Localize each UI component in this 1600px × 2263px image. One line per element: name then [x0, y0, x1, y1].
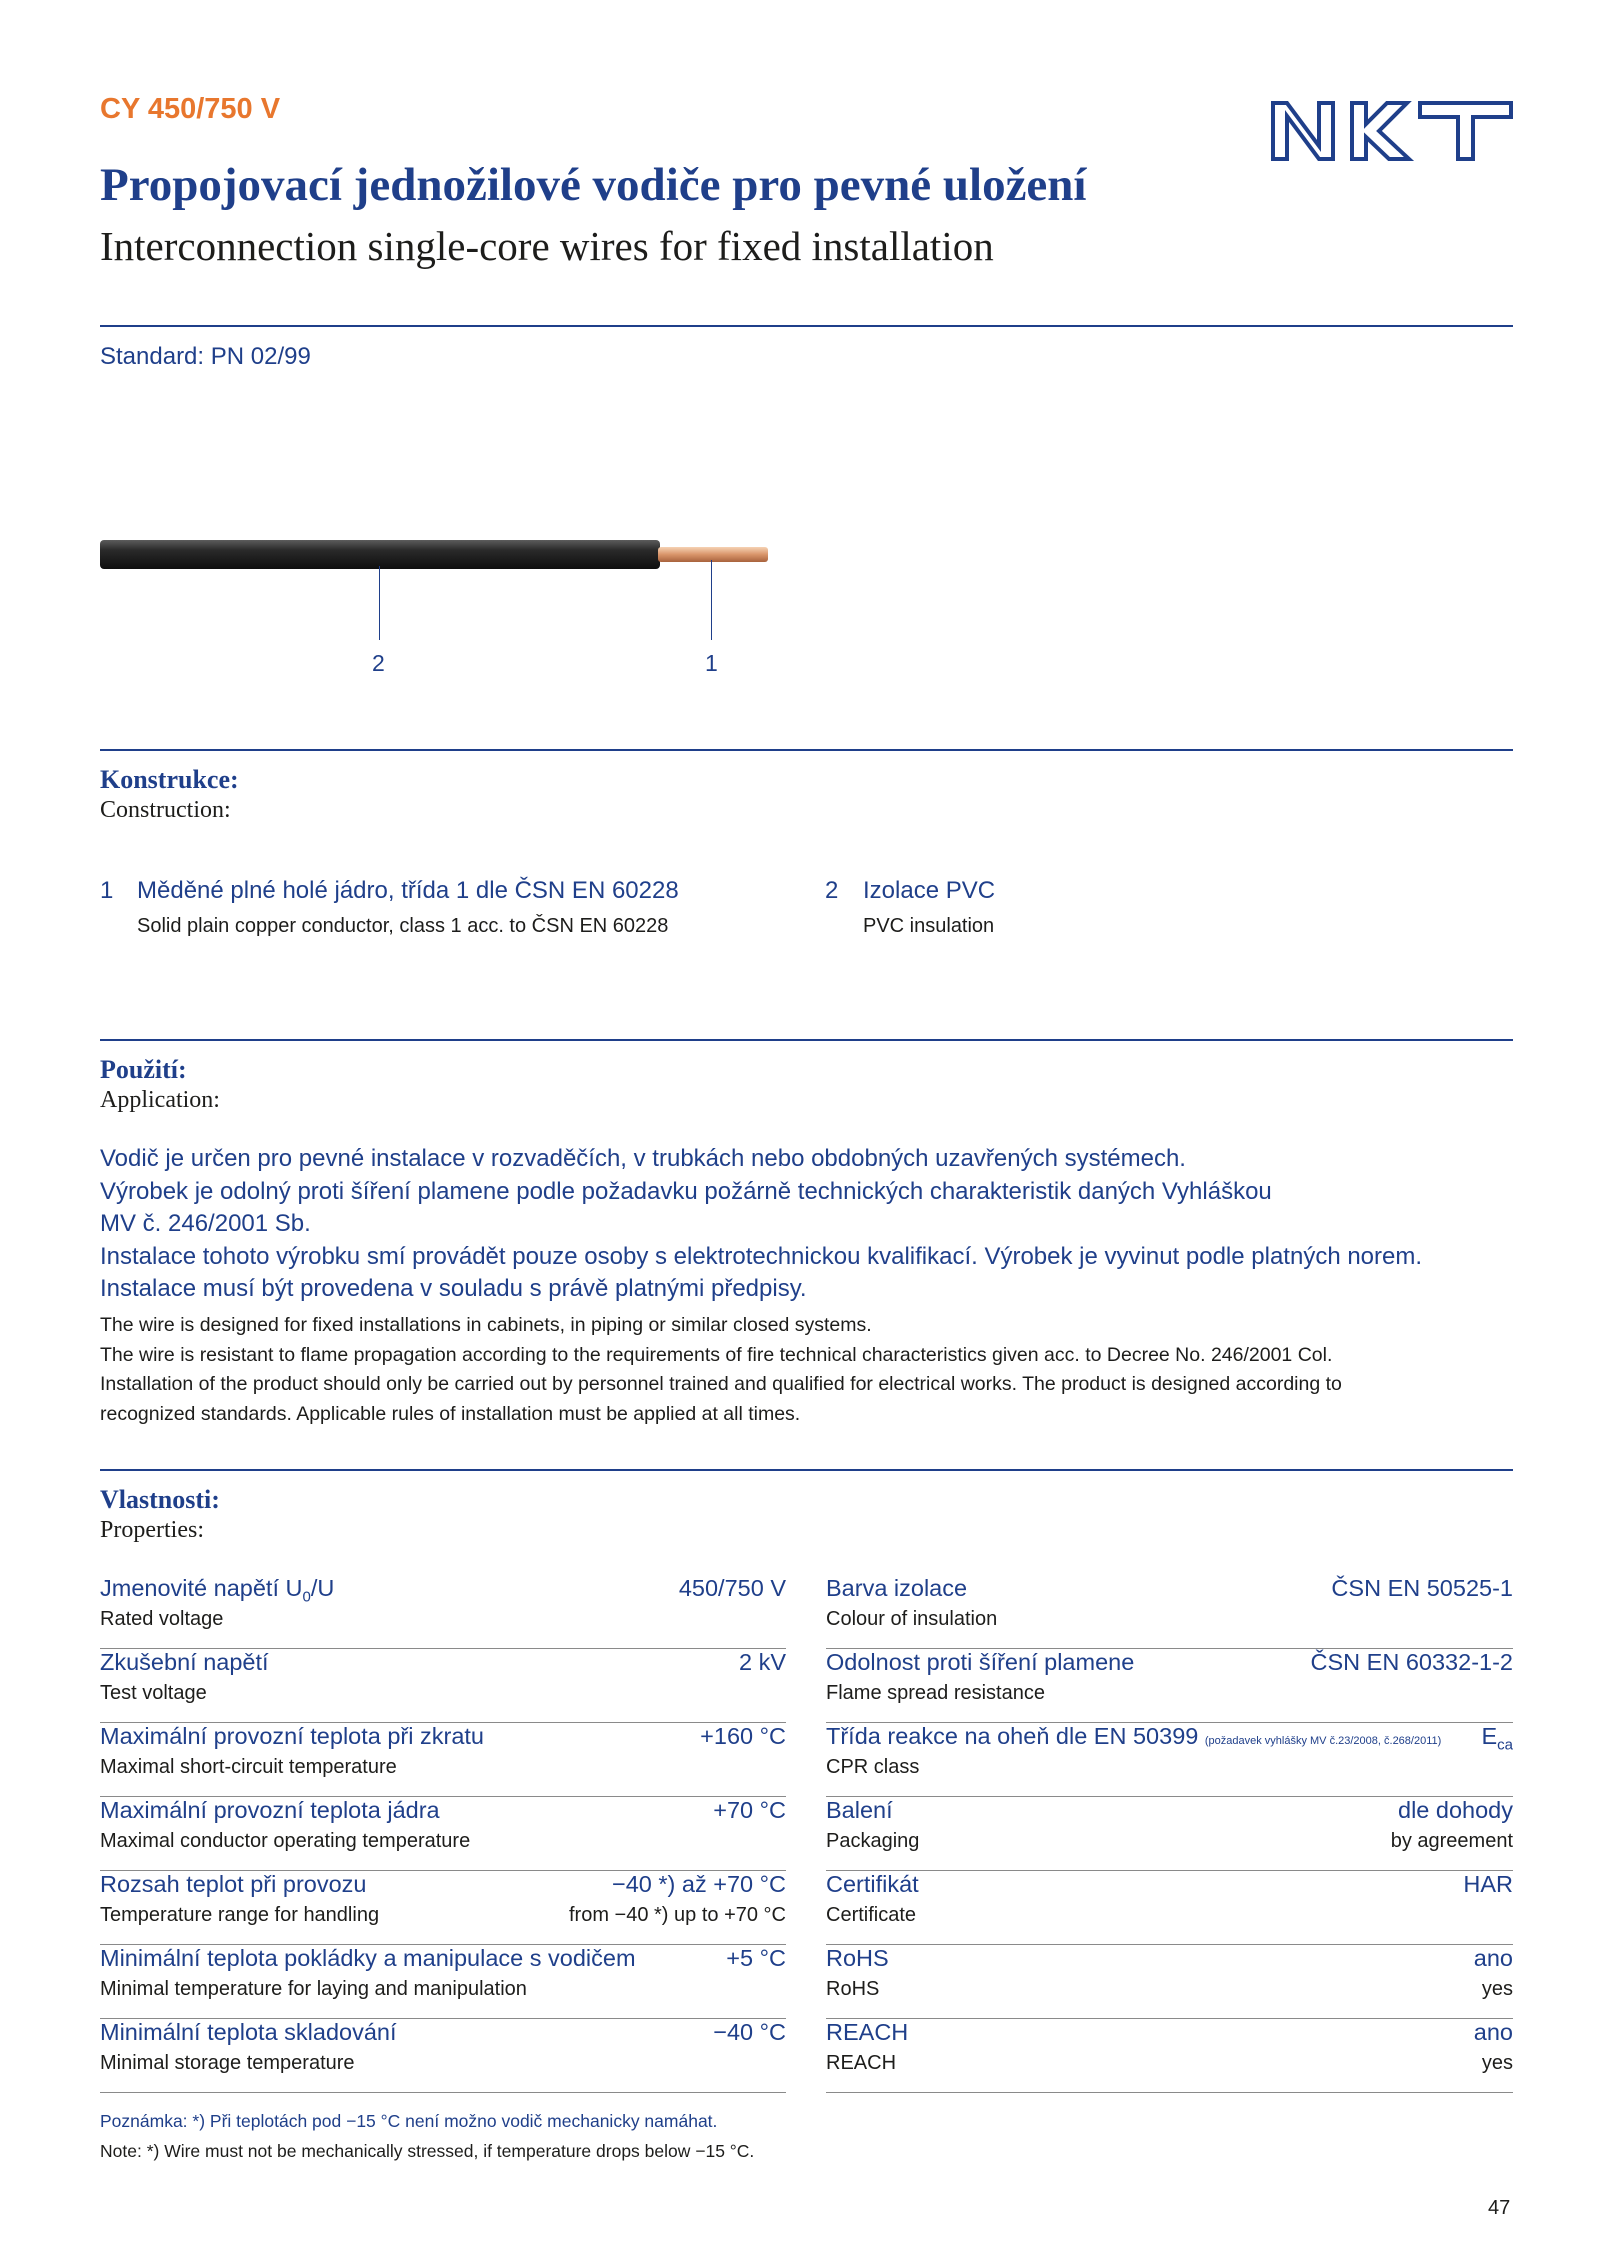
application-text-cz [100, 1143, 1520, 1306]
property-value-en: from −40 *) up to +70 °C [568, 1904, 786, 1926]
callout-line-1 [711, 560, 712, 640]
text-line: The wire is designed for fixed installations in cabinets, in piping or similar closed systems. [100, 1314, 872, 1336]
construction-item-number: 2 [825, 877, 839, 904]
construction-item-label: Měděné plné holé jádro, třída 1 dle ČSN EN 60228 [137, 877, 679, 904]
property-label-en: REACH [826, 2052, 897, 2074]
property-label: Certifikát [826, 1871, 919, 1897]
construction-heading: Konstrukce: [100, 765, 239, 794]
application-heading-en: Application: [100, 1087, 220, 1113]
construction-item-label-en: PVC insulation [863, 915, 995, 937]
property-label-en: Packaging [826, 1830, 920, 1852]
property-label-en: Test voltage [100, 1682, 207, 1704]
property-label: Zkušební napětí [100, 1649, 269, 1675]
property-row-packaging [826, 1797, 1513, 1869]
property-label: Barva izolace [826, 1575, 968, 1601]
property-label-en: RoHS [826, 1978, 880, 2000]
property-value: 450/750 V [678, 1575, 786, 1601]
property-row-conductor-temp [100, 1797, 786, 1869]
property-label: Třída reakce na oheň dle EN 50399 (požadavek vyhlášky MV č.23/2008, č.268/2011) [826, 1723, 1442, 1749]
standard-label: Standard: PN 02/99 [100, 343, 311, 370]
property-label-en: Colour of insulation [826, 1608, 998, 1630]
page-number: 47 [1488, 2197, 1511, 2219]
property-value-en: yes [1481, 1978, 1513, 2000]
property-row-certificate [826, 1871, 1513, 1943]
row-divider [100, 2092, 786, 2093]
property-label: Rozsah teplot při provozu [100, 1871, 367, 1897]
callout-1: 1 [705, 650, 718, 676]
text-line: Instalace tohoto výrobku smí provádět pouze osoby s elektrotechnickou kvalifikací. Výrobek je vyvinut podle platných norem. [100, 1242, 1423, 1270]
application-heading: Použití: [100, 1055, 187, 1084]
property-label: Balení [826, 1797, 893, 1823]
property-value: +5 °C [726, 1945, 786, 1971]
property-label-en: Maximal conductor operating temperature [100, 1830, 471, 1852]
page-subtitle: Interconnection single-core wires for fixed installation [100, 223, 994, 269]
text-line: Instalace musí být provedena v souladu s právě platnými předpisy. [100, 1275, 807, 1302]
page-title: Propojovací jednožilové vodiče pro pevné uložení [100, 159, 1087, 211]
property-value: 2 kV [738, 1649, 786, 1675]
construction-heading-en: Construction: [100, 797, 231, 823]
wire-illustration [100, 538, 770, 579]
property-label: RoHS [826, 1945, 889, 1971]
property-label: Jmenovité napětí $U_0/U$ [100, 1575, 335, 1606]
property-label-note: (požadavek vyhlášky MV č.23/2008, č.268/2011) [1204, 1735, 1442, 1747]
row-divider [826, 2092, 1513, 2093]
property-row-laying-temp [100, 1945, 786, 2017]
divider [100, 749, 1513, 751]
callout-2: 2 [372, 650, 385, 676]
property-value: dle dohody [1398, 1797, 1513, 1823]
divider [100, 325, 1513, 327]
property-label-en: Rated voltage [100, 1608, 224, 1630]
text-line: Výrobek je odolný proti šíření plamene podle požadavku požárně technických charakteristik daných Vyhláškou [100, 1177, 1272, 1205]
text-line: Vodič je určen pro pevné instalace v rozvaděčích, v trubkách nebo obdobných uzavřených systémech. [100, 1145, 1186, 1172]
property-row-flame-spread [826, 1649, 1513, 1721]
property-value: −40 °C [713, 2019, 786, 2045]
property-label: Odolnost proti šíření plamene [826, 1649, 1135, 1675]
property-value: $E_{ca}$ [1481, 1723, 1513, 1754]
property-row-rohs [826, 1945, 1513, 2017]
property-row-test-voltage [100, 1649, 786, 1721]
property-label-en: Flame spread resistance [826, 1682, 1045, 1704]
text-line: Installation of the product should only be carried out by personnel trained and qualified for electrical works. The product is designed according to [100, 1373, 1342, 1395]
property-label: REACH [826, 2019, 909, 2045]
property-label-en: Temperature range for handling [100, 1904, 380, 1926]
property-label-en: Minimal temperature for laying and manipulation [100, 1978, 527, 2000]
construction-item-label: Izolace PVC [863, 877, 996, 904]
property-label: Minimální teplota pokládky a manipulace s vodičem [100, 1945, 636, 1971]
nkt-logo [1270, 100, 1514, 167]
property-label-en: CPR class [826, 1756, 920, 1778]
wire-drawing [100, 538, 770, 574]
text-line: The wire is resistant to flame propagation according to the requirements of fire technical characteristics given acc. to Decree No. 246/2001 Col. [100, 1343, 1333, 1366]
construction-item-number: 1 [100, 877, 114, 904]
property-row-insulation-colour [826, 1575, 1513, 1647]
footnote-cz: Poznámka: *) Při teplotách pod −15 °C není možno vodič mechanicky namáhat. [100, 2111, 718, 2131]
property-row-storage-temp [100, 2019, 786, 2091]
callout-line-2 [379, 566, 380, 640]
property-value: ČSN EN 60332-1-2 [1310, 1649, 1513, 1675]
property-row-temp-range [100, 1871, 786, 1943]
properties-heading-en: Properties: [100, 1517, 204, 1543]
property-label-en: Certificate [826, 1904, 917, 1926]
property-value-en: by agreement [1390, 1830, 1513, 1852]
property-label-en: Maximal short-circuit temperature [100, 1756, 397, 1778]
property-value: ano [1473, 2019, 1513, 2045]
document-code: CY 450/750 V [100, 93, 281, 125]
footnote-en: Note: *) Wire must not be mechanically stressed, if temperature drops below −15 °C. [100, 2141, 755, 2161]
property-label: Minimální teplota skladování [100, 2019, 397, 2045]
construction-item-label-en: Solid plain copper conductor, class 1 acc. to ČSN EN 60228 [137, 915, 669, 937]
nkt-logo-icon [1270, 100, 1514, 162]
property-row-rated-voltage [100, 1575, 786, 1647]
property-row-reach [826, 2019, 1513, 2091]
text-line: MV č. 246/2001 Sb. [100, 1210, 311, 1237]
property-value: −40 *) až +70 °C [611, 1871, 786, 1897]
property-row-short-circuit-temp [100, 1723, 786, 1795]
properties-heading: Vlastnosti: [100, 1485, 220, 1514]
property-row-cpr-class [826, 1723, 1513, 1795]
text-line: recognized standards. Applicable rules of installation must be applied at all times. [100, 1402, 801, 1425]
property-label: Maximální provozní teplota jádra [100, 1797, 440, 1823]
property-label-en: Minimal storage temperature [100, 2052, 355, 2074]
property-value: ČSN EN 50525-1 [1331, 1575, 1513, 1601]
property-value: ano [1473, 1945, 1513, 1971]
property-value: +70 °C [713, 1797, 786, 1823]
property-label: Maximální provozní teplota při zkratu [100, 1723, 484, 1749]
application-text-en [100, 1311, 1520, 1429]
property-value: HAR [1463, 1871, 1513, 1897]
divider [100, 1039, 1513, 1041]
property-value-en: yes [1481, 2052, 1513, 2074]
property-value: +160 °C [700, 1723, 786, 1749]
divider [100, 1469, 1513, 1471]
